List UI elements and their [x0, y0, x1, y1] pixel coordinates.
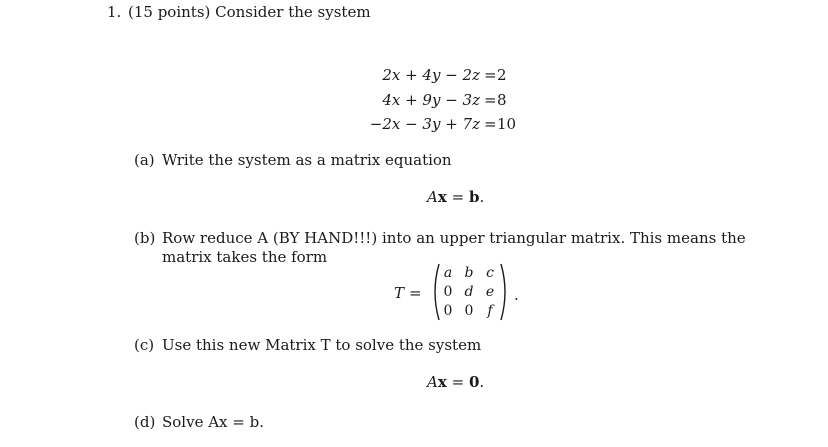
part-b-label: (b) — [134, 229, 156, 247]
matrix-symbol: A — [427, 373, 438, 391]
part-d-label: (d) — [134, 413, 156, 431]
matrix-cell: a — [443, 265, 453, 281]
part-c-text: Use this new Matrix T to solve the system — [162, 336, 482, 354]
equation-lhs: −2x − 3y + 7z — [369, 115, 480, 133]
matrix-cell: c — [486, 265, 494, 281]
equals-sign: = — [484, 115, 497, 133]
matrix-cell: 0 — [443, 303, 453, 319]
equals-sign: = — [451, 373, 465, 391]
zero-vector: 0 — [468, 373, 480, 391]
equals-sign: = — [451, 188, 465, 206]
matrix-cell: b — [464, 265, 474, 281]
upper-triangular-matrix — [430, 263, 510, 321]
part-a-label: (a) — [134, 151, 155, 169]
equals-sign: = — [484, 66, 497, 84]
part-c-equation — [427, 373, 484, 391]
equation-lhs: 4x + 9y − 3z — [382, 91, 480, 109]
right-paren-icon — [500, 263, 510, 321]
matrix-cell: e — [485, 284, 495, 300]
equals-sign: = — [409, 284, 422, 302]
problem-intro: (15 points) Consider the system — [128, 3, 371, 21]
equation-lhs: 2x + 4y − 2z — [382, 66, 480, 84]
problem-number: 1. — [107, 3, 122, 21]
matrix-cell: d — [464, 284, 474, 300]
matrix-name: T — [394, 284, 405, 302]
period: . — [479, 373, 485, 391]
equals-sign: = — [484, 91, 497, 109]
equation-rhs: 8 — [497, 91, 507, 109]
vector-symbol: x — [437, 188, 447, 206]
equation-rhs: 10 — [497, 115, 517, 133]
left-paren-icon — [430, 263, 440, 321]
vector-symbol: b — [468, 188, 480, 206]
period: . — [514, 286, 519, 304]
matrix-cell: 0 — [443, 284, 453, 300]
period: . — [479, 188, 485, 206]
part-c-label: (c) — [134, 336, 155, 354]
part-a-equation — [427, 188, 484, 206]
part-d-text: Solve Ax = b. — [162, 413, 264, 431]
part-a-text: Write the system as a matrix equation — [162, 151, 452, 169]
part-b-line2: matrix takes the form — [162, 248, 328, 266]
matrix-cell: f — [487, 303, 493, 319]
part-b-line1: Row reduce A (BY HAND!!!) into an upper triangular matrix. This means the — [162, 229, 746, 247]
vector-symbol: x — [437, 373, 447, 391]
matrix-cell: 0 — [464, 303, 474, 319]
equation-rhs: 2 — [497, 66, 507, 84]
matrix-symbol: A — [427, 188, 438, 206]
